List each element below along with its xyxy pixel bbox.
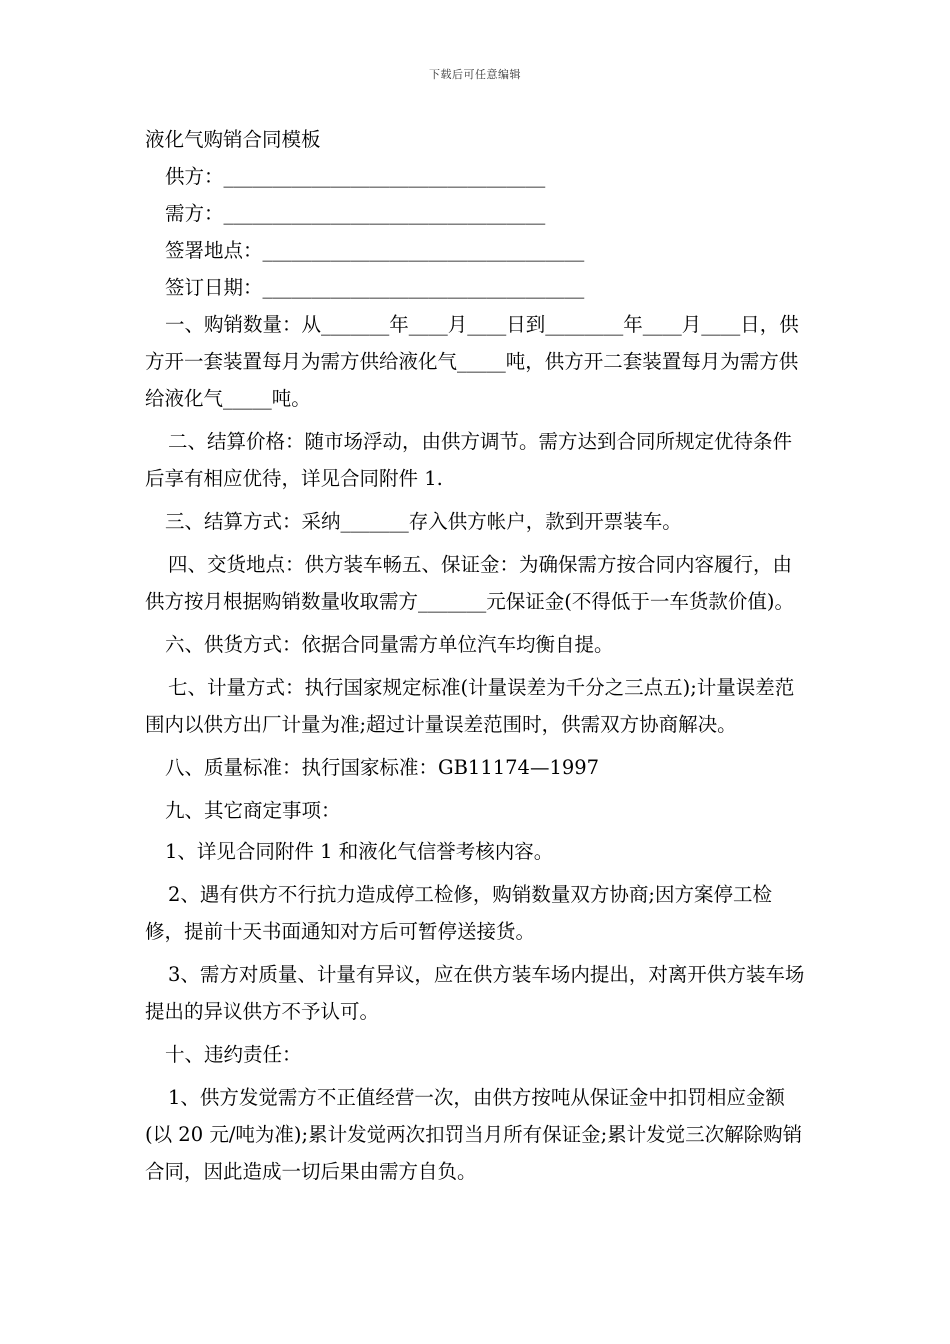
other-item-2: 2、遇有供方不行抗力造成停工检修，购销数量双方协商;因方案停工检修，提前十天书面通知对方后可暂停送接货。 [145, 883, 772, 943]
clause-delivery-deposit: 四、交货地点：供方装车畅五、保证金：为确保需方按合同内容履行，由供方按月根据购销数量收取需方_______元保证金(不得低于一车货款价值)。 [145, 553, 794, 613]
signing-date-field: 签订日期：_________________________________ [165, 276, 585, 299]
signing-place-field: 签署地点：_________________________________ [165, 239, 585, 262]
other-item-3: 3、需方对质量、计量有异议，应在供方装车场内提出，对离开供方装车场提出的异议供方不予认可。 [145, 963, 805, 1023]
clause-other-matters: 九、其它商定事项： [165, 799, 341, 822]
clause-payment: 三、结算方式：采纳_______存入供方帐户，款到开票装车。 [165, 510, 682, 533]
buyer-field: 需方：_________________________________ [165, 202, 546, 225]
clause-measurement: 七、计量方式：执行国家规定标准(计量误差为千分之三点五);计量误差范围内以供方出厂计量为准;超过计量误差范围时，供需双方协商解决。 [145, 676, 795, 736]
clause-supply-method: 六、供货方式：依据合同量需方单位汽车均衡自提。 [165, 633, 614, 656]
clause-quality: 八、质量标准：执行国家标准：GB11174—1997 [165, 756, 600, 779]
liability-item-1: 1、供方发觉需方不正值经营一次，由供方按吨从保证金中扣罚相应金额(以 20 元/吨为准);累计发觉两次扣罚当月所有保证金;累计发觉三次解除购销合同，因此造成一切后果由需方自负。 [145, 1086, 803, 1183]
contract-body [145, 121, 810, 1190]
document-title: 液化气购销合同模板 [145, 128, 321, 151]
clause-quantity: 一、购销数量：从_______年____月____日到________年____月____日，供方开一套装置每月为需方供给液化气_____吨，供方开二套装置每月为需方供给液化气_____吨。 [145, 313, 799, 410]
other-item-1: 1、详见合同附件 1 和液化气信誉考核内容。 [165, 840, 554, 863]
clause-liability: 十、违约责任： [165, 1043, 302, 1066]
clause-price: 二、结算价格：随市场浮动，由供方调节。需方达到合同所规定优待条件后享有相应优待，详见合同附件 1. [145, 430, 793, 490]
page-header: 下载后可任意编辑 [429, 68, 521, 81]
supplier-field: 供方：_________________________________ [165, 165, 546, 188]
